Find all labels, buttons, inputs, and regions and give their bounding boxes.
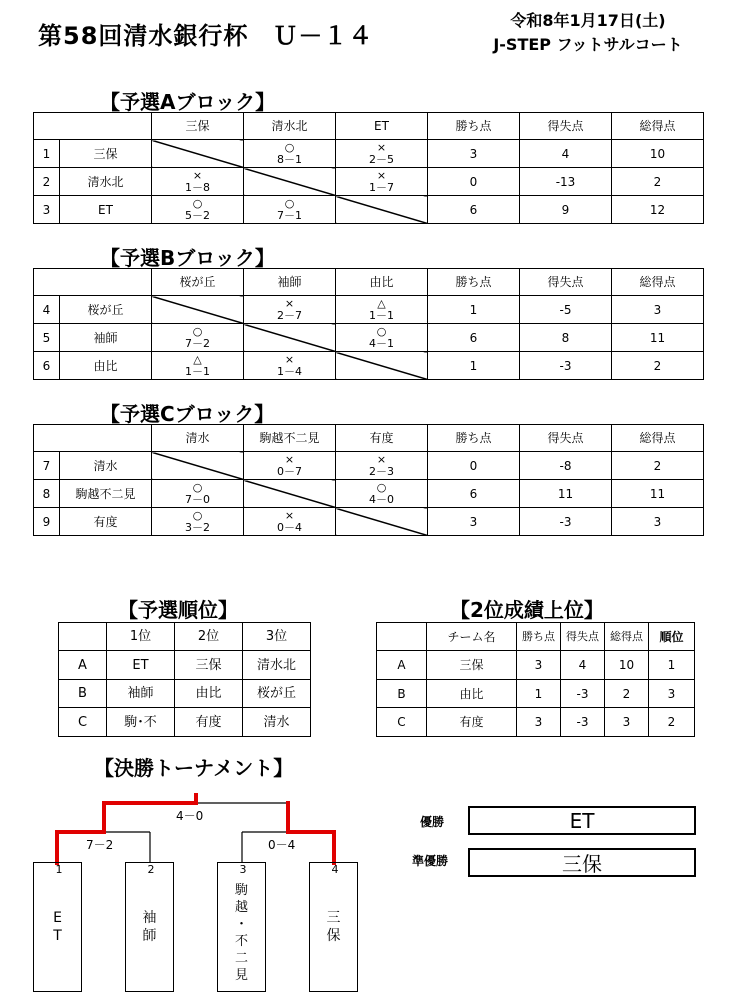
page-title: 第58回清水銀行杯 Ｕ－１４ [38,22,374,50]
result-score: 1－8 [185,180,210,194]
event-venue: J-STEP フットサルコート [493,35,683,54]
block-row-team: 袖師 [60,324,152,352]
block-row-points: 6 [428,324,520,352]
second-place-title: 【2位成績上位】 [450,598,604,622]
block-row-points: 1 [428,296,520,324]
result-mark: ○ [376,324,387,338]
second-place-header: 総得点 [605,623,649,651]
second-place-rank: 2 [649,708,695,737]
block-header: 得失点 [520,113,612,140]
result-score: 7－2 [185,336,210,350]
block-header: 有度 [336,425,428,452]
block-header: 総得点 [612,113,704,140]
block-row-diff: -5 [520,296,612,324]
block-header: 桜が丘 [152,269,244,296]
block-row-points: 1 [428,352,520,380]
seed-1: 1 [55,863,63,876]
second-place-header: 勝ち点 [517,623,561,651]
runner-up-box: 三保 [468,848,696,877]
block-row-number: 2 [34,168,60,196]
block-row-team: 桜が丘 [60,296,152,324]
second-place-block: C [377,708,427,737]
result-score: 3－2 [185,520,210,534]
block-row-total: 10 [612,140,704,168]
block-row-number: 5 [34,324,60,352]
block-row-team: ET [60,196,152,224]
block-row-diff: 8 [520,324,612,352]
result-mark: × [376,168,387,182]
runner-up-label: 準優勝 [412,854,449,868]
second-place-diff: -3 [561,708,605,737]
second-place-header: 得失点 [561,623,605,651]
block-header: 清水北 [244,113,336,140]
block-row-number: 6 [34,352,60,380]
standings-title: 【予選順位】 [118,598,238,622]
block-row-team: 三保 [60,140,152,168]
team-name-3: 駒 越 ･ 不 二 見 [234,883,248,983]
standings-header: 1位 [107,623,175,651]
result-mark: △ [193,352,202,366]
block-row-number: 1 [34,140,60,168]
block-row-diff: 9 [520,196,612,224]
block-row-number: 4 [34,296,60,324]
block-b-title: 【予選Bブロック】 [100,246,275,270]
result-score: 7－1 [277,208,302,222]
tournament-title: 【決勝トーナメント】 [94,756,294,780]
block-row-team: 由比 [60,352,152,380]
result-score: 4－1 [369,336,394,350]
second-place-rank: 1 [649,651,695,680]
block-header: 由比 [336,269,428,296]
block-header: 清水 [152,425,244,452]
winner-box: ET [468,806,696,835]
block-row-total: 3 [612,296,704,324]
block-row-total: 2 [612,352,704,380]
result-mark: ○ [192,480,203,494]
result-score: 0－4 [277,520,302,534]
bracket-team-3 [217,862,266,992]
standings-cell: 有度 [175,708,243,737]
seed-2: 2 [147,863,155,876]
team-name-2: 袖 師 [142,910,157,944]
block-row-points: 6 [428,196,520,224]
block-header: 得失点 [520,269,612,296]
block-header: 勝ち点 [428,425,520,452]
semi-left-score: 7－2 [86,838,114,852]
block-row-total: 2 [612,452,704,480]
event-date: 令和8年1月17日(土) [510,11,666,30]
second-place-points: 3 [517,651,561,680]
block-row-points: 3 [428,140,520,168]
second-place-total: 2 [605,680,649,708]
block-row-total: 2 [612,168,704,196]
result-score: 4－0 [369,492,394,506]
second-place-points: 1 [517,680,561,708]
block-row-points: 6 [428,480,520,508]
result-score: 1－1 [369,308,394,322]
second-place-total: 3 [605,708,649,737]
block-header: 総得点 [612,269,704,296]
block-row-total: 11 [612,480,704,508]
block-row-team: 清水北 [60,168,152,196]
final-score: 4－0 [176,809,204,823]
second-place-diff: 4 [561,651,605,680]
result-score: 2－5 [369,152,394,166]
result-mark: × [284,452,295,466]
block-row-number: 9 [34,508,60,536]
block-header: 勝ち点 [428,269,520,296]
block-header: 得失点 [520,425,612,452]
second-place-rank: 3 [649,680,695,708]
result-mark: × [376,140,387,154]
bracket-team-2 [125,862,174,992]
result-mark: ○ [284,140,295,154]
result-score: 8－1 [277,152,302,166]
standings-block: A [59,651,107,680]
result-mark: ○ [192,508,203,522]
second-place-diff: -3 [561,680,605,708]
seed-4: 4 [331,863,339,876]
result-mark: × [284,296,295,310]
result-mark: ○ [192,324,203,338]
standings-header: 2位 [175,623,243,651]
standings-cell: 桜が丘 [243,680,311,708]
result-score: 2－7 [277,308,302,322]
standings-cell: 由比 [175,680,243,708]
result-mark: × [376,452,387,466]
block-row-diff: -3 [520,352,612,380]
block-row-number: 7 [34,452,60,480]
standings-block: C [59,708,107,737]
winner-label: 優勝 [420,815,445,829]
block-row-team: 清水 [60,452,152,480]
block-row-number: 3 [34,196,60,224]
result-score: 1－7 [369,180,394,194]
block-a-title: 【予選Aブロック】 [100,90,276,114]
block-row-points: 0 [428,452,520,480]
result-mark: × [192,168,203,182]
standings-cell: 三保 [175,651,243,680]
result-score: 1－1 [185,364,210,378]
block-row-total: 12 [612,196,704,224]
seed-3: 3 [239,863,247,876]
block-row-team: 駒越不二見 [60,480,152,508]
standings-cell: 清水北 [243,651,311,680]
second-place-block: A [377,651,427,680]
result-mark: ○ [192,196,203,210]
bracket-team-4 [309,862,358,992]
result-mark: ○ [376,480,387,494]
block-row-diff: -8 [520,452,612,480]
second-place-points: 3 [517,708,561,737]
standings-header: 3位 [243,623,311,651]
result-score: 5－2 [185,208,210,222]
block-row-diff: -13 [520,168,612,196]
standings-cell: 清水 [243,708,311,737]
block-row-total: 11 [612,324,704,352]
result-mark: ○ [284,196,295,210]
block-row-diff: 11 [520,480,612,508]
second-place-total: 10 [605,651,649,680]
block-row-diff: 4 [520,140,612,168]
block-row-team: 有度 [60,508,152,536]
team-name-1: E T [53,910,62,944]
block-header: 総得点 [612,425,704,452]
block-row-points: 0 [428,168,520,196]
result-score: 1－4 [277,364,302,378]
second-place-team: 三保 [427,651,517,680]
block-row-total: 3 [612,508,704,536]
result-mark: × [284,508,295,522]
result-score: 0－7 [277,464,302,478]
result-mark: × [284,352,295,366]
result-score: 2－3 [369,464,394,478]
standings-cell: ET [107,651,175,680]
block-row-points: 3 [428,508,520,536]
standings-cell: 駒･不 [107,708,175,737]
block-header: ET [336,113,428,140]
semi-right-score: 0－4 [268,838,296,852]
block-header: 勝ち点 [428,113,520,140]
block-header: 駒越不二見 [244,425,336,452]
standings-cell: 袖師 [107,680,175,708]
second-place-team: 由比 [427,680,517,708]
block-header: 三保 [152,113,244,140]
block-row-number: 8 [34,480,60,508]
result-mark: △ [377,296,386,310]
bracket-team-1 [33,862,82,992]
block-row-diff: -3 [520,508,612,536]
result-score: 7－0 [185,492,210,506]
second-place-header: チーム名 [427,623,517,651]
standings-block: B [59,680,107,708]
block-c-title: 【予選Cブロック】 [100,402,275,426]
second-place-block: B [377,680,427,708]
team-name-4: 三 保 [326,910,341,944]
second-place-team: 有度 [427,708,517,737]
block-header: 袖師 [244,269,336,296]
second-place-header-rank: 順位 [649,623,695,651]
